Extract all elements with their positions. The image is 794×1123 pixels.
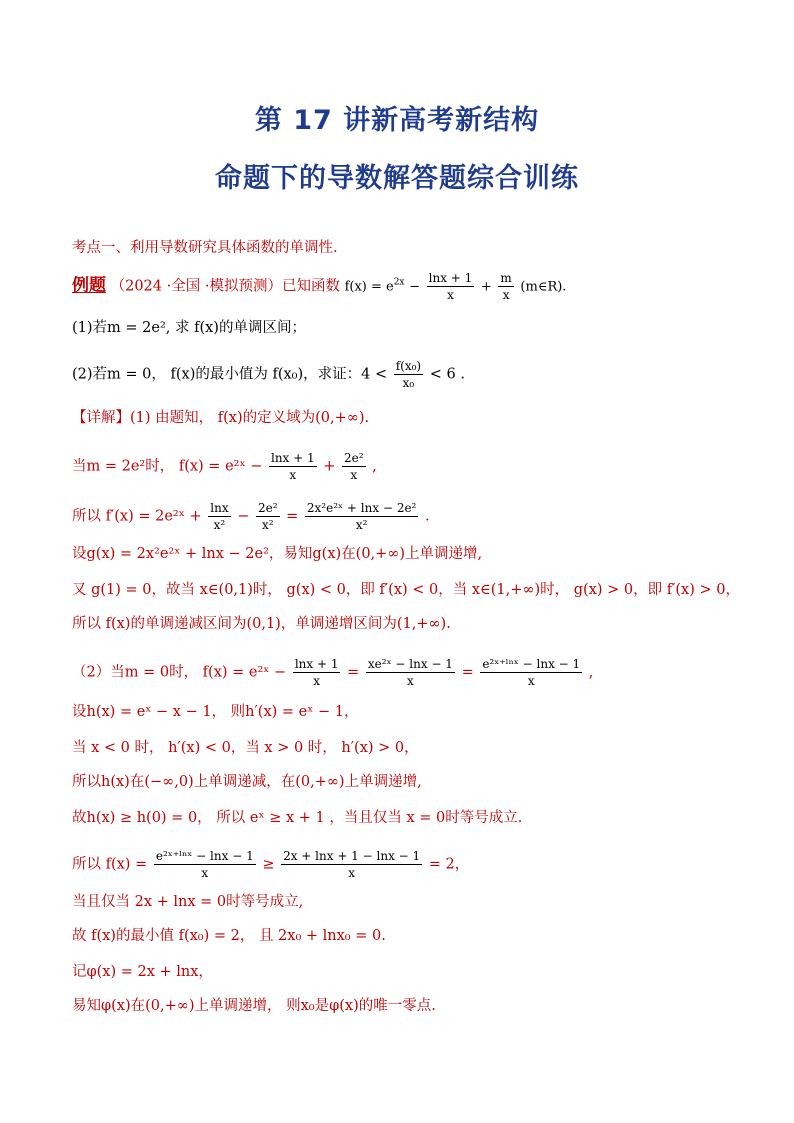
solution-line-10: 所以h(x)在(−∞,0)上单调递减，在(0,+∞)上单调递增, (72, 774, 422, 790)
solution-line-11: 故h(x) ≥ h(0) = 0， 所以 eˣ ≥ x + 1 ，当且仅当 x = 0时等号成立. (72, 810, 523, 826)
solution-line-12: 所以 f(x) = $\frac{\text{e²ˣ⁺ˡⁿˣ − lnx − 1}}{x}$ ≥ $\frac{2x + \ln x + 1 - \ln x - 1}{x}$ = 2， (72, 849, 470, 880)
question-1: (1)若m = 2e², 求 f(x)的单调区间； (72, 320, 306, 336)
solution-line-9: 当 x < 0 时， h′(x) < 0，当 x > 0 时， h′(x) > 0， (72, 740, 419, 756)
solution-line-16: 易知φ(x)在(0,+∞)上单调递增， 则x₀是φ(x)的唯一零点. (72, 998, 436, 1014)
solution-line-5: 又 g(1) = 0，故当 x∈(0,1)时， g(x) < 0，即 f′(x) < 0，当 x∈(1,+∞)时， g(x) > 0，即 f′(x) > 0， (72, 582, 740, 598)
example-fraction-1: $\frac{\ln x + 1}{x}$ (428, 271, 473, 302)
example-source: （2024 ·全国 ·模拟预测）已知函数 (110, 278, 340, 295)
page-title-line1: 第 17 讲新高考新结构 (254, 105, 540, 136)
solution-line-2: 当m = 2e²时， f(x) = e²ˣ − $\frac{\ln x + 1}{x}$ + $\frac{\text{2e²}}{x}$ , (72, 451, 377, 482)
solution-line-14: 故 f(x)的最小值 f(x₀) = 2， 且 2x₀ + lnx₀ = 0. (72, 928, 386, 944)
question-2-fraction: $\frac{\text{f(x₀)}}{\text{x₀}}$ (395, 359, 422, 390)
solution-line-13: 当且仅当 2x + lnx = 0时等号成立, (72, 894, 304, 910)
solution-line-4: 设g(x) = 2x²e²ˣ + lnx − 2e²，易知g(x)在(0,+∞)上单调递增, (72, 546, 483, 562)
solution-line-6: 所以 f(x)的单调递减区间为(0,1)，单调递增区间为(1,+∞). (72, 616, 451, 632)
example-line: 例题 （2024 ·全国 ·模拟预测）已知函数 $f(x) = e^{2x}$ − $\frac{\ln x + 1}{x}$ + $\frac{m}{x}$ (m∈R). (72, 271, 567, 302)
example-formula-head: f(x) = e (344, 279, 394, 295)
example-formula-sup: 2x (393, 277, 405, 288)
example-tag: 例题 (72, 275, 106, 296)
example-formula-tail: (m∈R). (520, 279, 567, 295)
example-fraction-2: $\frac{m}{x}$ (500, 271, 512, 302)
solution-line-3: 所以 f′(x) = 2e²ˣ + $\frac{\ln x}{\text{x²}}$ − $\frac{\text{2e²}}{\text{x²}}$ = $\frac{\text{2x²e²ˣ + lnx − 2e²}}{\text{x²}}$ . (72, 501, 430, 532)
solution-line-8: 设h(x) = eˣ − x − 1， 则h′(x) = eˣ − 1， (72, 704, 359, 720)
page-title-line2: 命题下的导数解答题综合训练 (215, 163, 579, 194)
section-heading: 考点一、利用导数研究具体函数的单调性. (72, 240, 338, 256)
solution-line-15: 记φ(x) = 2x + lnx， (72, 964, 213, 980)
question-2: (2)若m = 0， f(x)的最小值为 f(x₀)，求证：4 < $\frac{\text{f(x₀)}}{\text{x₀}}$ < 6 . (72, 359, 465, 390)
solution-line-1: 【详解】(1) 由题知， f(x)的定义域为(0,+∞). (72, 410, 370, 426)
solution-line-7: （2）当m = 0时， f(x) = e²ˣ − $\frac{\ln x + 1}{x}$ = $\frac{\text{xe²ˣ − lnx − 1}}{x}$ = $\frac{\text{e²ˣ⁺ˡⁿˣ − lnx − 1}}{x}$ , (72, 657, 594, 688)
